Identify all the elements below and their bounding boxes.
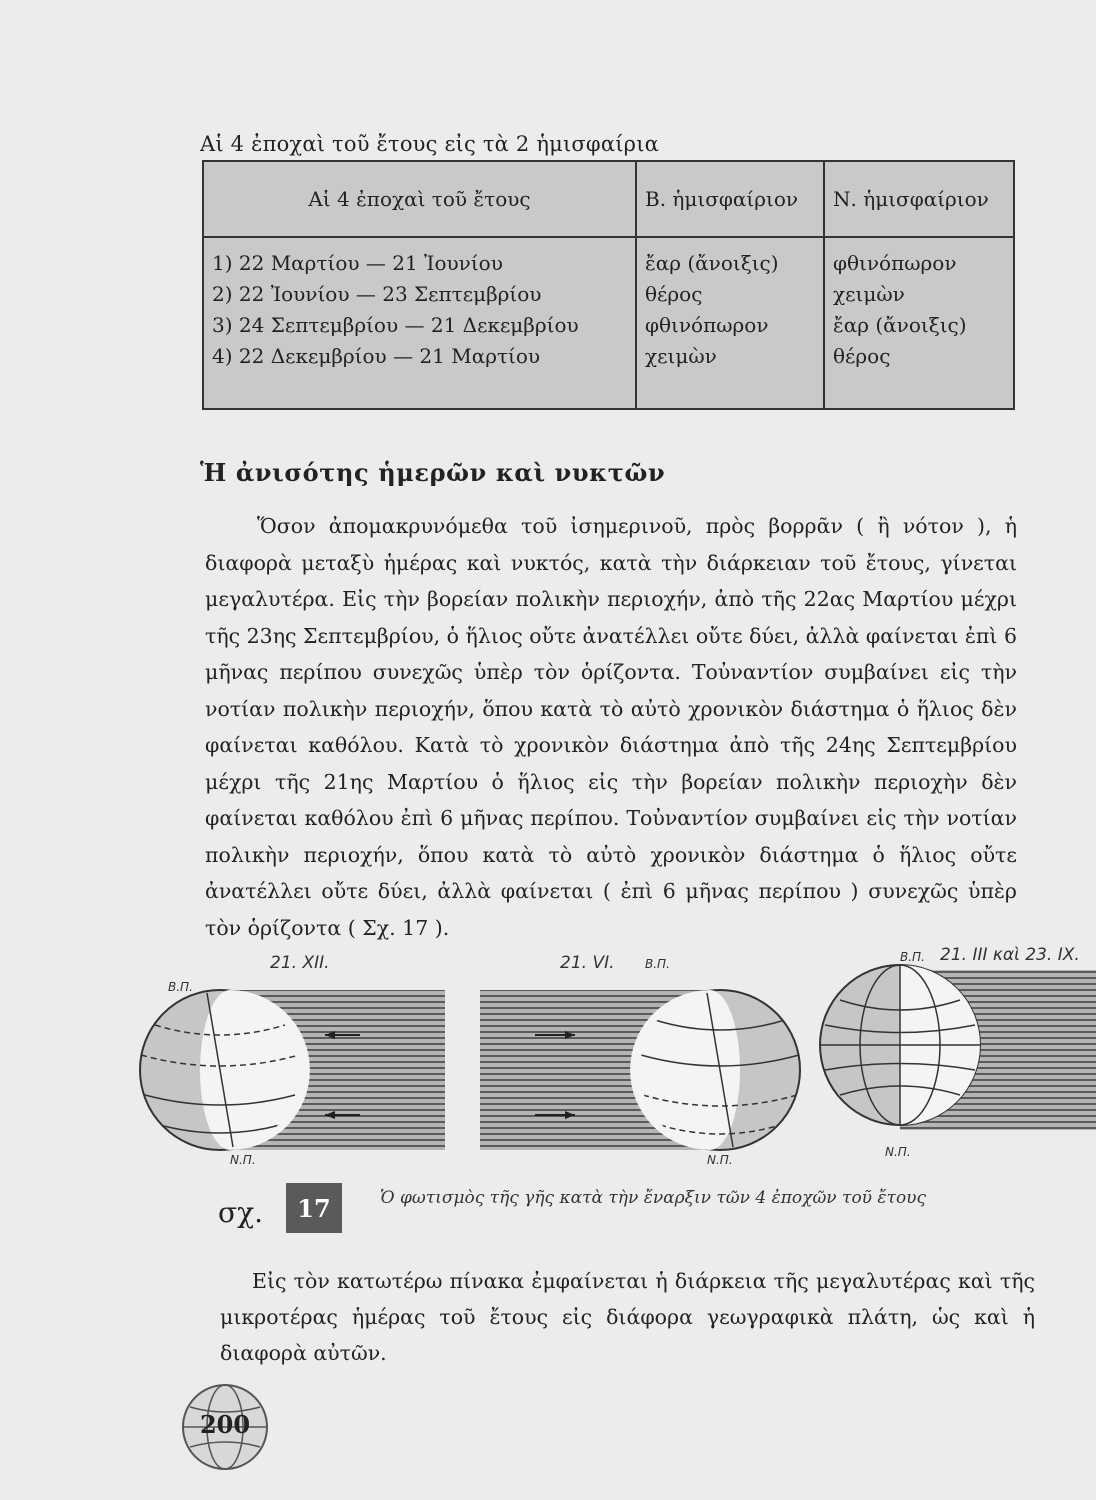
north-pole-label-december: Β.Π. (168, 980, 193, 994)
south-season-2: χειμὼν (833, 282, 905, 306)
header-north-hemisphere: Β. ἡμισφαίριον (636, 161, 824, 237)
table-body-row (203, 237, 1014, 409)
label-june: 21. VI. (560, 953, 615, 973)
globe-december (140, 990, 445, 1150)
label-december: 21. XII. (270, 953, 330, 973)
illumination-figure (135, 945, 1096, 1175)
period-2: 2) 22 Ἰουνίου — 23 Σεπτεμβρίου (212, 282, 542, 306)
figure-number-badge: 17 (286, 1183, 342, 1233)
header-south-hemisphere: Ν. ἡμισφαίριον (824, 161, 1014, 237)
page-number-globe (180, 1382, 270, 1472)
north-season-3: φθινόπωρον (645, 313, 769, 337)
period-1: 1) 22 Μαρτίου — 21 Ἰουνίου (212, 251, 503, 275)
north-cell (636, 237, 824, 409)
south-pole-label-december: Ν.Π. (230, 1153, 256, 1167)
north-pole-label-equinox: Β.Π. (900, 950, 925, 964)
period-4: 4) 22 Δεκεμβρίου — 21 Μαρτίου (212, 344, 541, 368)
second-paragraph: Εἰς τὸν κατωτέρω πίνακα ἐμφαίνεται ἡ διάρκεια τῆς μεγαλυτέρας καὶ τῆς μικροτέρας ἡμέρας τοῦ ἔτους εἰς διάφορα γεωγραφικὰ πλάτη, ὡς καὶ ἡ διαφορὰ αὐτῶν. (220, 1269, 1035, 1365)
seasons-table (202, 160, 1015, 410)
north-pole-label-june: Β.Π. (645, 957, 670, 971)
south-pole-label-equinox: Ν.Π. (885, 1145, 911, 1159)
period-3: 3) 24 Σεπτεμβρίου — 21 Δεκεμβρίου (212, 313, 579, 337)
figure-prefix: σχ. (218, 1196, 263, 1229)
section-heading: Ἡ ἀνισότης ἡμερῶν καὶ νυκτῶν (200, 458, 666, 487)
south-cell (824, 237, 1014, 409)
globe-equinox (820, 965, 1096, 1130)
north-season-4: χειμὼν (645, 344, 717, 368)
body-paragraph: Ὅσον ἀπομακρυνόμεθα τοῦ ἰσημερινοῦ, πρὸς βορρᾶν ( ἢ νότον ), ἡ διαφορὰ μεταξὺ ἡμέρας καὶ νυκτός, κατὰ τὴν διάρκειαν τοῦ ἔτους, γίνεται μεγαλυτέρα. Εἰς τὴν βορείαν πολικὴν περιοχήν, ἀπὸ τῆς 22ας Μαρτίου μέχρι τῆς 23ης Σεπτεμβρίου, ὁ ἥλιος οὔτε ἀνατέλλει οὔτε δύει, ἀλλὰ φαίνεται ἐπὶ 6 μῆνας περίπου συνεχῶς ὑπὲρ τὸν ὁρίζοντα. Τοὐναντίον συμβαίνει εἰς τὴν νοτίαν πολικὴν περιοχήν, ὅπου κατὰ τὸ αὐτὸ χρονικὸν διάστημα ὁ ἥλιος δὲν φαίνεται καθόλου. Κατὰ τὸ χρονικὸν διάστημα ἀπὸ τῆς 24ης Σεπτεμβρίου μέχρι τῆς 21ης Μαρτίου ὁ ἥλιος εἰς τὴν βορείαν πολικὴν περιοχὴν δὲν φαίνεται καθόλου ἐπὶ 6 μῆνας περίπου. Τοὐναντίον συμβαίνει εἰς τὴν νοτίαν πολικὴν περιοχήν, ὅπου κατὰ τὸ αὐτὸ χρονικὸν διάστημα ὁ ἥλιος οὔτε ἀνατέλλει οὔτε δύει, ἀλλὰ φαίνεται ( ἐπὶ 6 μῆνας περίπου ) συνεχῶς ὑπὲρ τὸν ὁρίζοντα ( Σχ. 17 ). (205, 514, 1017, 940)
south-pole-label-june: Ν.Π. (707, 1153, 733, 1167)
globe-june (480, 990, 800, 1150)
globes-illustration (135, 945, 1096, 1175)
south-season-1: φθινόπωρον (833, 251, 957, 275)
north-season-1: ἔαρ (ἄνοιξις) (645, 251, 779, 275)
table-header-row (203, 161, 1014, 237)
header-seasons: Αἱ 4 ἐποχαὶ τοῦ ἔτους (203, 161, 636, 237)
south-season-4: θέρος (833, 344, 891, 368)
page-number: 200 (199, 1410, 251, 1439)
south-season-3: ἔαρ (ἄνοιξις) (833, 313, 967, 337)
label-equinox: 21. III καὶ 23. IX. (940, 945, 1080, 965)
table-caption: Αἱ 4 ἐποχαὶ τοῦ ἔτους εἰς τὰ 2 ἡμισφαίρια (200, 132, 660, 156)
figure-caption: Ὁ φωτισμὸς τῆς γῆς κατὰ τὴν ἔναρξιν τῶν 4 ἐποχῶν τοῦ ἔτους (380, 1188, 927, 1208)
periods-cell (203, 237, 636, 409)
north-season-2: θέρος (645, 282, 703, 306)
